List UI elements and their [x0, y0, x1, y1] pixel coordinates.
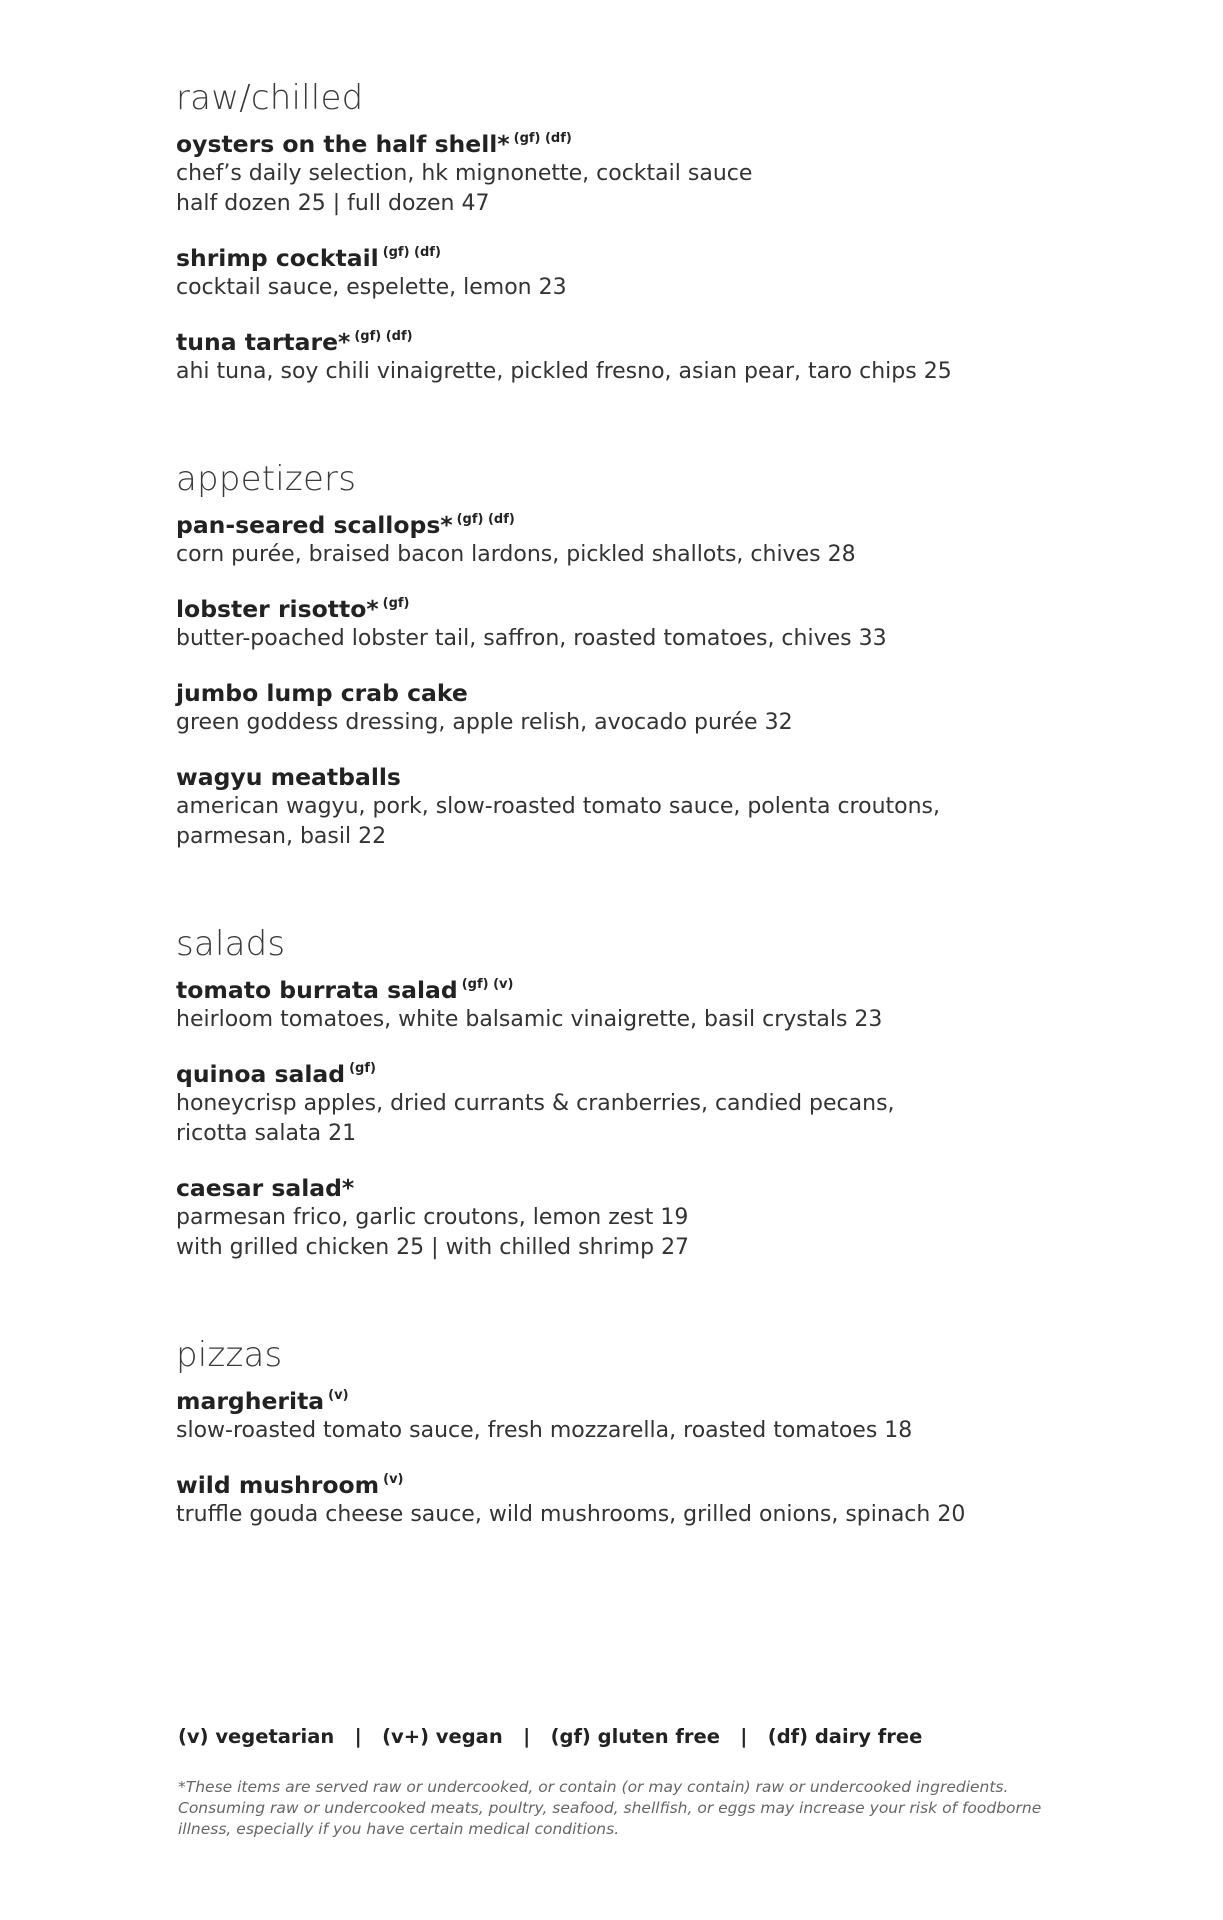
menu-item — [176, 970, 1096, 1035]
item-name: jumbo lump crab cake — [176, 679, 468, 707]
section-salads — [176, 924, 1096, 1263]
item-name: margherita — [176, 1387, 325, 1415]
section-raw-chilled — [176, 78, 1096, 387]
dietary-legend: (v) vegetarian | (v+) vegan | (gf) gluten free | (df) dairy free — [178, 1725, 923, 1748]
item-description: cocktail sauce, espelette, lemon 23 — [176, 275, 567, 300]
item-name-line — [176, 589, 1096, 624]
item-description: slow-roasted tomato sauce, fresh mozzarella, roasted tomatoes 18 — [176, 1418, 913, 1443]
section-appetizers — [176, 459, 1096, 852]
item-name-line — [176, 505, 1096, 540]
menu-item — [176, 124, 1096, 219]
item-description: corn purée, braised bacon lardons, pickled shallots, chives 28 — [176, 542, 856, 567]
menu-item — [176, 505, 1096, 570]
item-name-line — [176, 1381, 1096, 1416]
dietary-tags: (gf) — [349, 1061, 376, 1076]
item-name: shrimp cocktail — [176, 244, 379, 272]
menu-item — [176, 322, 1096, 387]
menu-page — [176, 78, 1096, 1602]
item-name: pan-seared scallops* — [176, 511, 453, 539]
menu-item — [176, 757, 1096, 852]
section-pizzas — [176, 1335, 1096, 1530]
menu-item — [176, 1054, 1096, 1149]
dietary-tags: (gf) (df) — [456, 512, 515, 527]
item-description: heirloom tomatoes, white balsamic vinaigrette, basil crystals 23 — [176, 1007, 883, 1032]
section-title: salads — [176, 924, 286, 964]
dietary-tags: (gf) (df) — [382, 245, 441, 260]
menu-item — [176, 1168, 1096, 1263]
item-description: butter-poached lobster tail, saffron, roasted tomatoes, chives 33 — [176, 626, 887, 651]
item-name: oysters on the half shell* — [176, 130, 510, 158]
item-name-line — [176, 1465, 1096, 1500]
dietary-tags: (gf) (df) — [513, 131, 572, 146]
item-name-line — [176, 1054, 1096, 1089]
menu-item — [176, 1465, 1096, 1530]
item-name-line — [176, 970, 1096, 1005]
menu-item — [176, 238, 1096, 303]
item-name: wild mushroom — [176, 1471, 380, 1499]
dietary-tags: (gf) — [382, 596, 410, 611]
dietary-tags: (v) — [383, 1472, 404, 1487]
menu-item — [176, 589, 1096, 654]
item-description: honeycrisp apples, dried currants & cranberries, candied pecans, ricotta salata 21 — [176, 1091, 895, 1146]
item-name: wagyu meatballs — [176, 763, 401, 791]
item-description: parmesan frico, garlic croutons, lemon zest 19 with grilled chicken 25 | with chilled shrimp 27 — [176, 1205, 690, 1260]
item-name-line — [176, 238, 1096, 273]
section-title: appetizers — [176, 459, 357, 499]
raw-food-disclaimer: *These items are served raw or undercooked, or contain (or may contain) raw or undercooked ingredients. Consuming raw or undercooked meats, poultry, seafood, shellfish, or eggs may increase your risk of foodborne illness, especially if you have certain medical conditions. — [178, 1778, 1042, 1838]
item-description: green goddess dressing, apple relish, avocado purée 32 — [176, 710, 793, 735]
item-name: lobster risotto* — [176, 595, 379, 623]
item-name-line — [176, 1168, 1096, 1203]
item-description: american wagyu, pork, slow-roasted tomato sauce, polenta croutons, parmesan, basil 22 — [176, 794, 940, 849]
menu-item — [176, 1381, 1096, 1446]
dietary-tags: (v) — [328, 1388, 349, 1403]
dietary-tags: (gf) (v) — [461, 977, 514, 992]
item-description: chef’s daily selection, hk mignonette, cocktail sauce half dozen 25 | full dozen 47 — [176, 161, 753, 216]
item-description: ahi tuna, soy chili vinaigrette, pickled fresno, asian pear, taro chips 25 — [176, 359, 952, 384]
item-description: truffle gouda cheese sauce, wild mushrooms, grilled onions, spinach 20 — [176, 1502, 966, 1527]
item-name-line — [176, 322, 1096, 357]
item-name: tuna tartare* — [176, 328, 351, 356]
item-name: tomato burrata salad — [176, 976, 458, 1004]
dietary-tags: (gf) (df) — [354, 329, 413, 344]
item-name-line — [176, 673, 1096, 708]
item-name: caesar salad* — [176, 1174, 355, 1202]
item-name-line — [176, 757, 1096, 792]
section-title: raw/chilled — [176, 78, 364, 118]
item-name: quinoa salad — [176, 1060, 346, 1088]
menu-item — [176, 673, 1096, 738]
item-name-line — [176, 124, 1096, 159]
section-title: pizzas — [176, 1335, 283, 1375]
